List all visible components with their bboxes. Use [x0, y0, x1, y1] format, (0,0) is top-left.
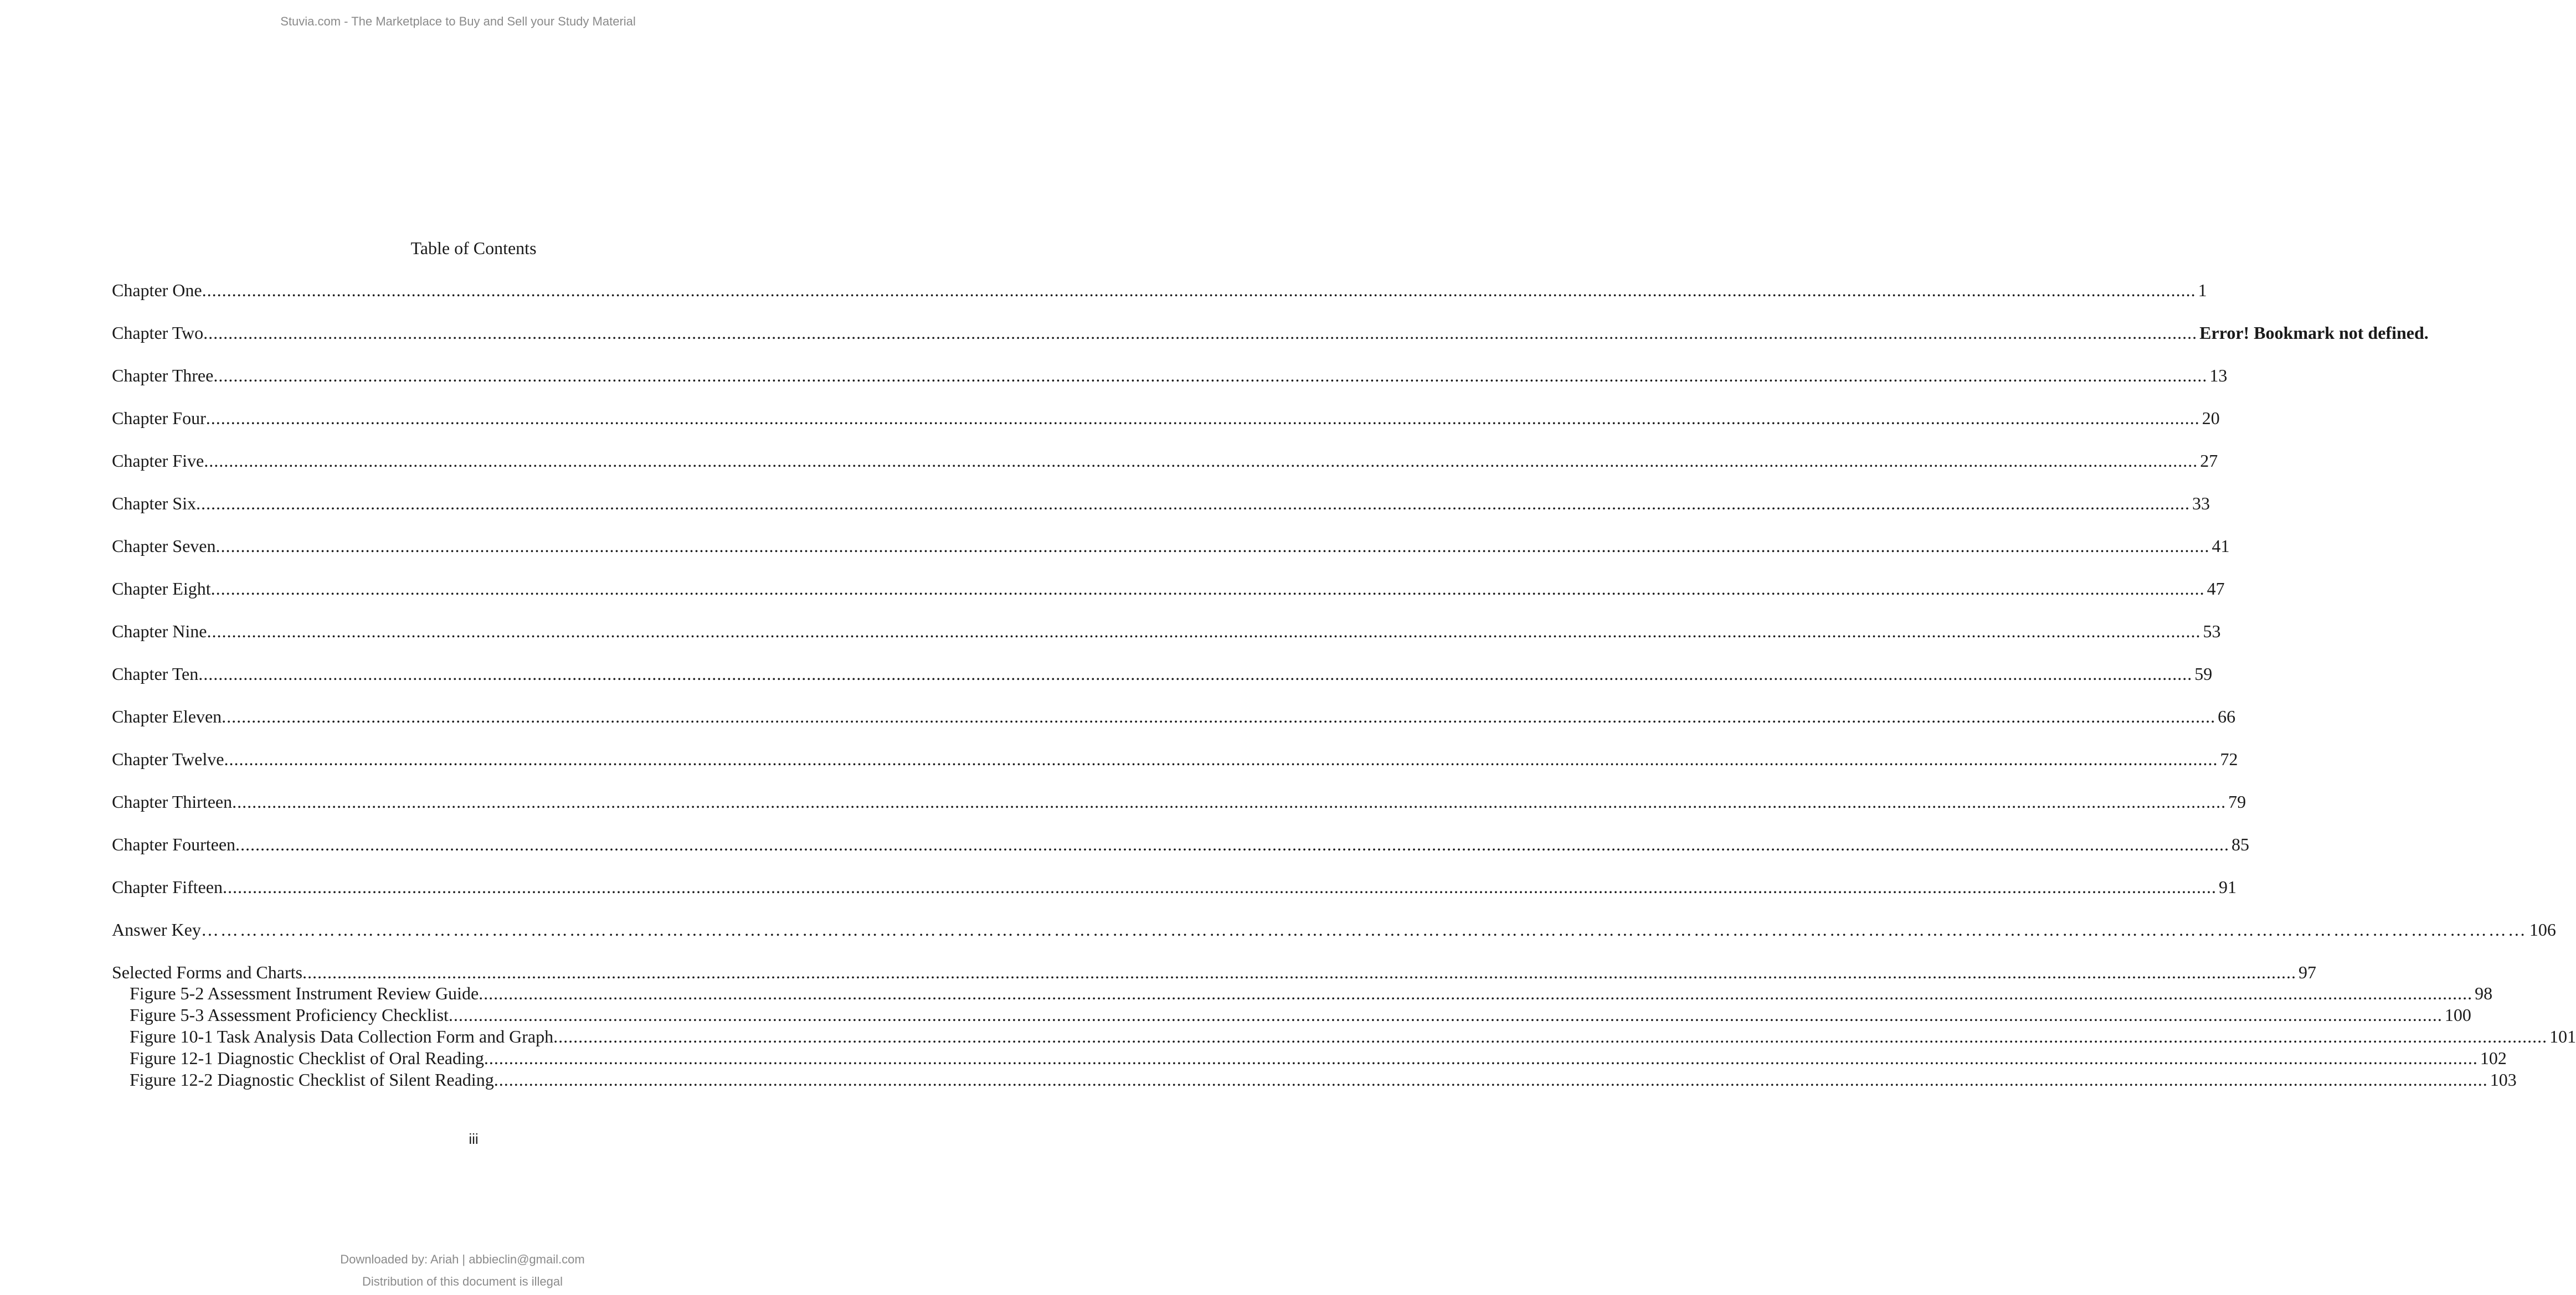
toc-entry-chapter-ten[interactable]: [112, 663, 2213, 684]
toc-entry-label: Chapter Ten: [112, 664, 199, 684]
toc-entry-page: 66: [2218, 706, 2236, 726]
dot-leader: ................................................................................................................................................................................................................................................................................................................................................................................................................: [484, 1048, 2478, 1068]
toc-entry-page: 47: [2207, 579, 2225, 599]
dot-leader: ................................................................................................................................................................................................................................................................................................................................................................................................................: [210, 579, 2205, 599]
toc-entry-label: Chapter Fourteen: [112, 834, 236, 854]
dot-leader: ................................................................................................................................................................................................................................................................................................................................................................................................................: [207, 621, 2201, 641]
dot-leader: ................................................................................................................................................................................................................................................................................................................................................................................................................: [553, 1026, 2548, 1046]
ellipsis-leader: ………………………………………………………………………………………………………………………………………………………………………………………………………………………………………………………………………………………………………………………………: [200, 920, 2527, 940]
toc-entry-chapter-five[interactable]: [112, 450, 2218, 471]
toc-entry-page: 97: [2298, 962, 2316, 982]
toc-subentry-page: 98: [2475, 983, 2493, 1003]
toc-entry-page: 53: [2203, 621, 2221, 641]
toc-entry-chapter-three[interactable]: [112, 365, 2228, 386]
toc-entry-chapter-fifteen[interactable]: [112, 876, 2236, 897]
toc-entry-label: Chapter Fifteen: [112, 877, 223, 897]
toc-subentry-label: Figure 12-2 Diagnostic Checklist of Silent Reading: [130, 1070, 494, 1090]
toc-entry-answer-key[interactable]: [112, 919, 2556, 940]
toc-entry-label: Chapter Four: [112, 408, 206, 428]
toc-entry-label: Chapter Five: [112, 451, 204, 471]
toc-entry-label: Answer Key: [112, 920, 201, 940]
toc-subentry-label: Figure 10-1 Task Analysis Data Collection Form and Graph: [130, 1026, 554, 1046]
toc-entry-chapter-fourteen[interactable]: [112, 834, 2250, 855]
toc-subentry-page: 101: [2549, 1026, 2576, 1046]
toc-entry-page: 91: [2218, 877, 2236, 897]
toc-list: [112, 280, 2576, 1091]
toc-entry-selected-forms[interactable]: [112, 962, 2316, 983]
toc-entry-label: Chapter Eight: [112, 579, 211, 599]
toc-entry-page: 59: [2194, 664, 2213, 684]
toc-entry-chapter-thirteen[interactable]: [112, 791, 2246, 812]
page-number: iii: [469, 1131, 479, 1147]
toc-entry-label: Chapter One: [112, 280, 202, 300]
toc-entry-page: 33: [2192, 493, 2210, 513]
toc-entry-label: Chapter Twelve: [112, 749, 224, 769]
toc-entry-page: 27: [2200, 451, 2218, 471]
dot-leader: ................................................................................................................................................................................................................................................................................................................................................................................................................: [198, 664, 2193, 684]
toc-subentry-figure-5-2[interactable]: [130, 983, 2493, 1004]
toc-subentry-figure-10-1[interactable]: [130, 1026, 2576, 1048]
dot-leader: ................................................................................................................................................................................................................................................................................................................................................................................................................: [196, 493, 2190, 513]
toc-entry-page: 79: [2228, 792, 2246, 812]
toc-entry-label: Chapter Six: [112, 493, 196, 513]
toc-entry-page: 72: [2220, 749, 2238, 769]
toc-entry-label: Chapter Nine: [112, 621, 207, 641]
toc-entry-chapter-twelve[interactable]: [112, 749, 2238, 770]
toc-entry-chapter-nine[interactable]: [112, 621, 2221, 642]
dot-leader: ................................................................................................................................................................................................................................................................................................................................................................................................................: [224, 749, 2218, 769]
toc-subentry-page: 102: [2480, 1048, 2507, 1068]
toc-subentry-page: 100: [2444, 1005, 2471, 1025]
toc-entry-label: Chapter Thirteen: [112, 792, 233, 812]
toc-entry-chapter-seven[interactable]: [112, 535, 2230, 556]
toc-entry-chapter-eleven[interactable]: [112, 706, 2236, 727]
toc-entry-chapter-four[interactable]: [112, 407, 2220, 429]
toc-subentry-label: Figure 5-3 Assessment Proficiency Checklist: [130, 1005, 449, 1025]
dot-leader: ................................................................................................................................................................................................................................................................................................................................................................................................................: [493, 1070, 2488, 1090]
dot-leader: ................................................................................................................................................................................................................................................................................................................................................................................................................: [213, 365, 2208, 385]
dot-leader: ................................................................................................................................................................................................................................................................................................................................................................................................................: [448, 1005, 2443, 1025]
dot-leader: ................................................................................................................................................................................................................................................................................................................................................................................................................: [203, 323, 2198, 343]
downloaded-by-footer: Downloaded by: Ariah | abbieclin@gmail.com: [340, 1252, 585, 1266]
toc-subentry-figure-5-3[interactable]: [130, 1004, 2471, 1026]
bookmark-error-text: Error! Bookmark not defined.: [2199, 323, 2429, 343]
dot-leader: ................................................................................................................................................................................................................................................................................................................................................................................................................: [222, 706, 2216, 726]
dot-leader: ................................................................................................................................................................................................................................................................................................................................................................................................................: [235, 834, 2230, 854]
toc-entry-page: 106: [2529, 920, 2556, 940]
dot-leader: ................................................................................................................................................................................................................................................................................................................................................................................................................: [479, 983, 2473, 1003]
toc-entry-page: 85: [2231, 834, 2250, 854]
toc-entry-page: 41: [2212, 536, 2230, 556]
stuvia-watermark: Stuvia.com - The Marketplace to Buy and Sell your Study Material: [280, 14, 636, 28]
toc-subentry-label: Figure 12-1 Diagnostic Checklist of Oral Reading: [130, 1048, 484, 1068]
toc-entry-label: Chapter Eleven: [112, 706, 222, 726]
toc-entry-label: Chapter Seven: [112, 536, 216, 556]
toc-entry-label: Chapter Three: [112, 365, 214, 385]
toc-entry-chapter-six[interactable]: [112, 493, 2210, 514]
toc-entry-label: Selected Forms and Charts: [112, 962, 302, 982]
toc-entry-label: Chapter Two: [112, 323, 204, 343]
toc-entry-page: 20: [2202, 408, 2220, 428]
dot-leader: ................................................................................................................................................................................................................................................................................................................................................................................................................: [204, 451, 2198, 471]
toc-subentry-figure-12-1[interactable]: [130, 1048, 2507, 1069]
dot-leader: ................................................................................................................................................................................................................................................................................................................................................................................................................: [215, 536, 2210, 556]
toc-entry-page: 1: [2198, 280, 2207, 300]
dot-leader: ................................................................................................................................................................................................................................................................................................................................................................................................................: [202, 280, 2196, 300]
toc-subentry-figure-12-2[interactable]: [130, 1069, 2517, 1091]
toc-entry-chapter-eight[interactable]: [112, 578, 2225, 599]
dot-leader: ................................................................................................................................................................................................................................................................................................................................................................................................................: [232, 792, 2227, 812]
toc-subentry-label: Figure 5-2 Assessment Instrument Review Guide: [130, 983, 479, 1003]
toc-title: Table of Contents: [410, 238, 537, 258]
toc-entry-chapter-two[interactable]: [112, 322, 2429, 343]
toc-subentry-page: 103: [2490, 1070, 2517, 1090]
dot-leader: ................................................................................................................................................................................................................................................................................................................................................................................................................: [302, 962, 2296, 982]
dot-leader: ................................................................................................................................................................................................................................................................................................................................................................................................................: [205, 408, 2200, 428]
toc-entry-chapter-one[interactable]: [112, 280, 2207, 301]
toc-entry-page: 13: [2209, 365, 2228, 385]
dot-leader: ................................................................................................................................................................................................................................................................................................................................................................................................................: [222, 877, 2217, 897]
distribution-notice: Distribution of this document is illegal: [362, 1275, 563, 1288]
